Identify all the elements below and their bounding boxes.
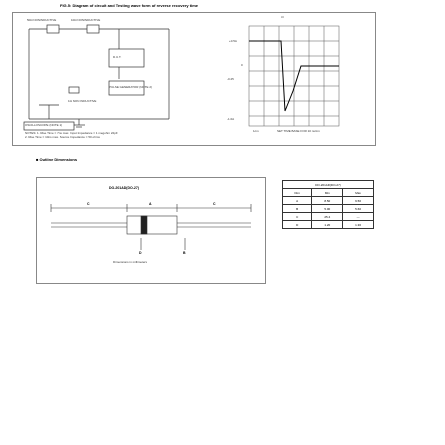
dim-label-d: D (139, 251, 142, 255)
label-plus-0-5a: +0.5A (229, 39, 237, 43)
circuit-diagram (19, 19, 179, 134)
label-1ohm: 1Ω NON INDUCTIVE (68, 99, 97, 103)
units-label: Dimensions in millimeters (113, 260, 148, 264)
label-10ohm: 10Ω NONINDUCTIVE (71, 18, 101, 22)
label-dut: D.U.T. (113, 55, 122, 59)
label-1cm: 1cm (253, 129, 259, 133)
label-zero: 0 (241, 63, 243, 67)
label-minus-0-25: -0.25 (227, 77, 234, 81)
package-name: DO-201AD(DO-27) (109, 186, 139, 190)
outline-drawing-panel (36, 177, 266, 284)
cell-min: 5.00 (312, 205, 343, 213)
cell-dim: C (283, 213, 312, 221)
table-row (283, 221, 374, 229)
label-50ohm: 50Ω NONINDUCTIVE (27, 18, 57, 22)
dimension-table-wrap (282, 180, 374, 229)
cell-max: 1.30 (343, 221, 374, 229)
cell-max: — (343, 213, 374, 221)
dimension-table (282, 180, 374, 229)
outline-dimensions-title: ■ Outline Dimensions (36, 157, 78, 162)
package-outline-drawing (37, 198, 265, 278)
label-minus-1a: -1.0A (227, 117, 235, 121)
cell-max: 5.60 (343, 205, 374, 213)
header-dim: Dim (283, 189, 312, 197)
dim-label-c-right: C (213, 202, 216, 206)
dim-label-c-left: C (87, 202, 90, 206)
label-trr: trr (281, 15, 284, 19)
table-header-row (283, 189, 374, 197)
figure-caption: FIG.5: Diagram of circuit and Testing wave form of reverse recovery time (60, 3, 198, 8)
table-row (283, 197, 374, 205)
cell-min: 1.20 (312, 221, 343, 229)
label-oscilloscope: OSCILLOSCOPE (NOTE 1) (25, 123, 63, 127)
cell-min: 8.50 (312, 197, 343, 205)
figure-5-panel (12, 12, 376, 146)
header-max: Max (343, 189, 374, 197)
table-row (283, 213, 374, 221)
cell-min: 25.4 (312, 213, 343, 221)
cell-dim: B (283, 205, 312, 213)
label-set-time-base: SET TIME BASE FOR 10 ns/cm (277, 129, 320, 133)
table-row (283, 205, 374, 213)
label-pulse-generator: PULSE GENERATOR (NOTE 2) (109, 85, 153, 89)
cell-dim: D (283, 221, 312, 229)
dim-label-b: B (183, 251, 186, 255)
circuit-note-1: NOTES: 1. Rise Time = 7ns max. Input Impedance = 1 megohm 22pF (25, 131, 118, 135)
waveform-grid (229, 21, 349, 131)
cell-max: 9.50 (343, 197, 374, 205)
cell-dim: A (283, 197, 312, 205)
header-min: Min (312, 189, 343, 197)
dim-label-a: A (149, 202, 152, 206)
dimension-table-title: DO-201AD(DO-27) (283, 181, 374, 189)
circuit-note-2: 2. Rise Time = 10ns max. Source Impedance = 50 ohms (25, 135, 100, 139)
